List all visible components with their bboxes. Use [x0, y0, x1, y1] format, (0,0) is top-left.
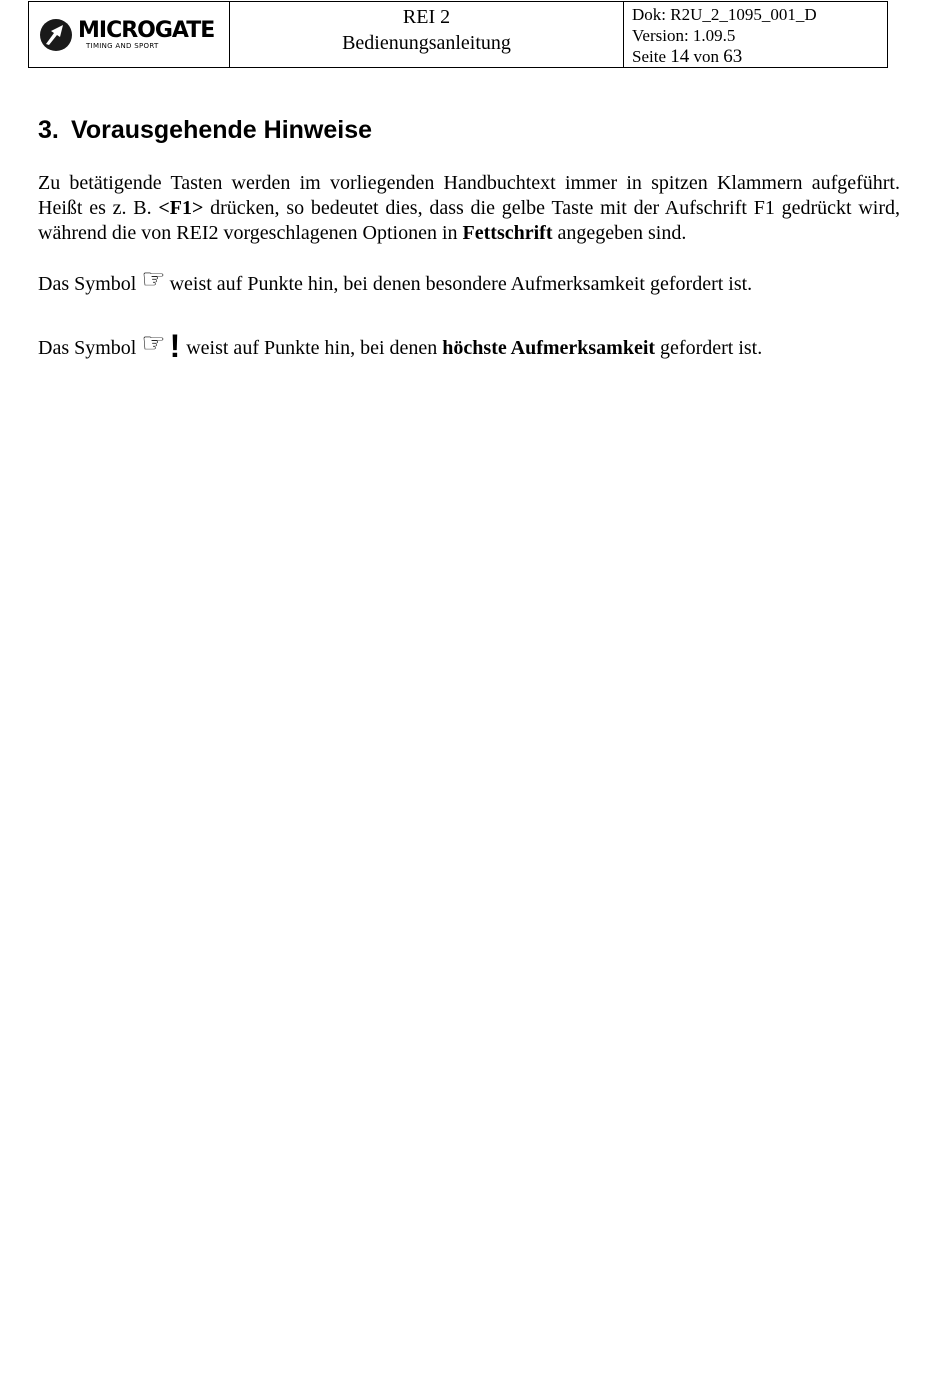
page-total: 63: [723, 46, 743, 67]
bold-phrase: höchste Aufmerksamkeit: [442, 337, 656, 359]
paragraph3-after-icon: weist auf Punkte hin, bei denen: [186, 337, 443, 359]
bold-word-example: Fettschrift: [462, 222, 553, 244]
section-heading: [38, 115, 372, 145]
paragraph3-end: gefordert ist.: [655, 337, 763, 359]
key-example: <F1>: [158, 197, 204, 219]
exclamation-icon: !: [169, 328, 181, 364]
paragraph-keys-notation: [38, 171, 900, 246]
pointing-hand-icon: ☞: [141, 328, 166, 358]
paragraph1-part3: angegeben sind.: [552, 222, 687, 244]
paragraph2-after-icon: weist auf Punkte hin, bei denen besondere Aufmerksamkeit gefordert ist.: [169, 273, 753, 295]
doc-version: Version: 1.09.5: [632, 26, 736, 45]
product-title: REI 2: [402, 6, 451, 28]
section-title: Vorausgehende Hinweise: [71, 116, 373, 144]
paragraph1-part1: Zu betätigende Tasten werden im vorliegenden Handbuchtext immer in spitzen Klammern aufgeführt. Heißt es z. B.: [38, 172, 900, 219]
pointing-hand-icon: ☞: [141, 264, 166, 294]
doc-id: Dok: R2U_2_1095_001_D: [632, 5, 817, 24]
logo-word: MICROGATE: [78, 17, 215, 43]
section-number: 3.: [38, 116, 59, 144]
paragraph2-before-icon: Das Symbol: [38, 273, 137, 295]
paragraph1-part2: drücken, so bedeutet dies, dass die gelbe Taste mit der Aufschrift F1 gedrückt wird, während die von REI2 vorgeschlagenen Optionen in: [38, 197, 900, 244]
page-prefix: Seite: [632, 47, 671, 66]
paragraph3-before-icon: Das Symbol: [38, 337, 137, 359]
logo-cell: [29, 2, 230, 67]
page-current: 14: [670, 46, 690, 67]
page-number: [632, 46, 887, 67]
paragraph-high-attention-symbol: [38, 328, 900, 364]
doc-info-cell: [624, 2, 887, 67]
microgate-logo-icon: [39, 18, 73, 52]
page-header: [28, 1, 888, 68]
page-mid: von: [689, 47, 724, 66]
microgate-logo: [39, 18, 214, 52]
logo-tagline: TIMING AND SPORT: [86, 41, 159, 50]
header-title-cell: [230, 2, 624, 67]
manual-title: Bedienungsanleitung: [342, 32, 511, 54]
paragraph-attention-symbol: [38, 264, 900, 297]
